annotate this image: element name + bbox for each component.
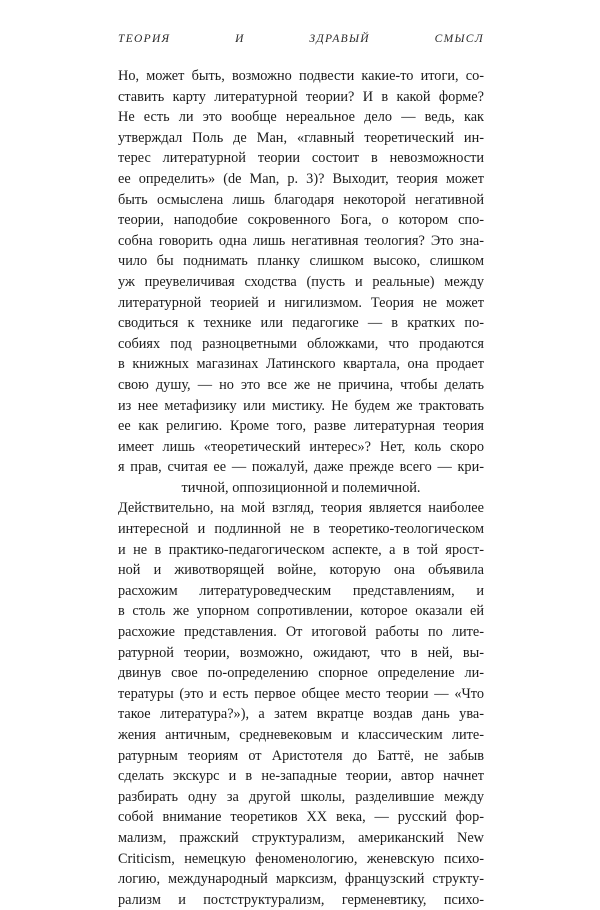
text-line: Но, может быть, возможно подвести какие-то итоги, со-	[118, 68, 484, 84]
text-line: терес литературной теории состоит в невозможности	[118, 150, 484, 167]
text-line: ее определить» (de Man, p. 3)? Выходит, теория может	[118, 170, 484, 187]
text-line: интересной и подлинной не в теоретико-теологическом	[118, 521, 484, 538]
text-line: тичной, оппозиционной и полемичной.	[181, 479, 421, 496]
text-line: ной и животворящей войне, которую она объявила	[118, 562, 484, 579]
running-head-word-3: ЗДРАВЫЙ	[309, 33, 370, 45]
text-line: расхожие представления. От итоговой работы по лите-	[118, 624, 484, 641]
running-head-word-1: ТЕОРИЯ	[118, 33, 171, 45]
text-line: ратурной теории, возможно, ожидают, что в ней, вы-	[118, 644, 484, 661]
text-line: расхожим литературоведческим представлениям, и	[118, 582, 484, 599]
text-line: собна говорить одна лишь негативная теология? Это зна-	[118, 232, 484, 249]
body-text	[118, 66, 484, 910]
paragraph-2	[118, 498, 484, 910]
text-line: жения античным, средневековым и классическим лите-	[118, 727, 484, 743]
text-line: двинув свое по-определению спорное определение ли-	[118, 665, 484, 682]
text-line: быть осмыслена лишь благодаря некоторой негативной	[118, 191, 484, 208]
text-line: мализм, пражский структурализм, американский New	[118, 829, 484, 846]
text-line: такое литература?»), а затем вкратце воздав дань ува-	[118, 706, 484, 723]
running-head	[118, 33, 484, 45]
text-line: свою душу, — но это все же не причина, чтобы делать	[118, 376, 484, 393]
text-line: тературы (это и есть первое общее место теории — «Что	[118, 685, 484, 702]
text-line: Не есть ли это вообще нереальное дело — ведь, как	[118, 109, 484, 126]
text-line: чило бы поднимать планку слишком высоко, слишком	[118, 253, 484, 270]
text-line: я прав, считая ее — пожалуй, даже прежде всего — кри-	[118, 459, 484, 476]
text-line: сделать экскурс и в не-западные теории, автор начнет	[118, 768, 484, 785]
text-line: ставить карту литературной теории? И в какой форме?	[118, 88, 484, 105]
text-line: имеет лишь «теоретический интерес»? Нет, коль скоро	[118, 438, 484, 455]
text-line: и не в практико-педагогическом аспекте, а в той ярост-	[118, 541, 484, 558]
text-line: теории, наподобие сокровенного Бога, о котором спо-	[118, 212, 484, 229]
text-line: сводиться к технике или педагогике — в кратких по-	[118, 315, 484, 332]
text-line: собой внимание теоретиков XX века, — русский фор-	[118, 809, 484, 826]
running-head-word-4: СМЫСЛ	[434, 33, 484, 45]
paragraph-1	[118, 66, 484, 498]
text-line: Criticism, немецкую феноменологию, женевскую психо-	[118, 850, 484, 867]
text-line: разбирать одну за другой школы, разделившие между	[118, 788, 484, 805]
text-line: логию, международный марксизм, французский структу-	[118, 871, 484, 888]
text-line: Действительно, на мой взгляд, теория является наиболее	[118, 500, 484, 517]
text-line: литературной теорией и нигилизмом. Теория не может	[118, 294, 484, 311]
text-line: собиях под разноцветными обложками, что продаются	[118, 335, 484, 352]
text-line: рализм и постструктурализм, герменевтику, психо-	[118, 891, 484, 908]
running-head-word-2: И	[235, 33, 245, 45]
text-line: из нее метафизику или мистику. Не будем же трактовать	[118, 397, 484, 414]
text-line: утверждал Поль де Ман, «главный теоретический ин-	[118, 129, 484, 146]
text-line: ратурным теориям от Аристотеля до Баттё, не забыв	[118, 747, 484, 764]
text-line: в столь же упорном сопротивлении, которое оказали ей	[118, 603, 484, 620]
text-line: в книжных магазинах Латинского квартала, она продает	[118, 356, 484, 373]
text-line: уж преувеличивая сходства (пусть и реальные) между	[118, 273, 484, 290]
text-line: ее как религию. Кроме того, разве литературная теория	[118, 418, 484, 435]
